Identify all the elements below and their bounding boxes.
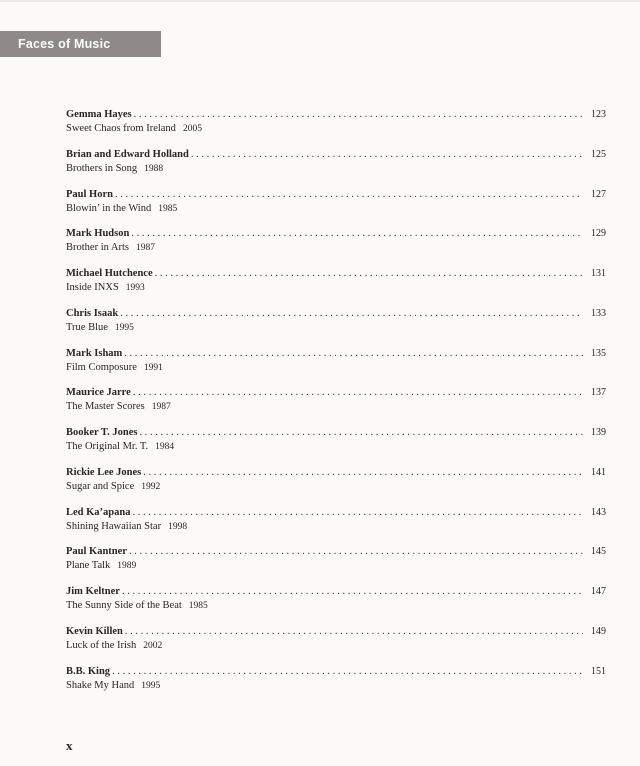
toc-entry-subtitle <box>66 559 606 573</box>
artist-name: Led Ka’apana <box>66 506 131 518</box>
dot-leader <box>122 585 583 599</box>
page-number: 139 <box>591 427 606 438</box>
artist-name: Gemma Hayes <box>66 109 132 120</box>
artist-name: Kevin Killen <box>66 625 123 637</box>
toc-entry-heading <box>66 347 606 361</box>
dot-leader <box>125 625 583 639</box>
article-title: The Sunny Side of the Beat <box>66 600 182 611</box>
toc-entry-heading <box>66 466 606 480</box>
toc-entry-subtitle <box>66 202 606 216</box>
article-year: 1985 <box>158 203 178 214</box>
dot-leader <box>129 545 583 559</box>
dot-leader <box>143 466 583 480</box>
artist-name: B.B. King <box>66 665 111 677</box>
toc-entry[interactable] <box>66 545 606 585</box>
page-number: 141 <box>591 466 606 478</box>
toc-entry[interactable] <box>66 625 606 665</box>
toc-entry-subtitle <box>66 599 606 613</box>
page-number: 135 <box>591 347 606 359</box>
dot-leader <box>139 426 583 440</box>
article-title: The Original Mr. T. <box>66 441 149 452</box>
artist-name: Rickie Lee Jones <box>66 466 142 478</box>
article-year: 1992 <box>141 481 161 492</box>
article-year: 1991 <box>143 362 163 373</box>
page-number: 125 <box>591 148 606 160</box>
page-number: 145 <box>591 546 606 558</box>
toc-entry-subtitle <box>66 400 606 414</box>
toc-entry-heading <box>66 426 606 440</box>
article-year: 1985 <box>188 601 208 611</box>
toc-entry-subtitle <box>66 122 606 136</box>
artist-name: Paul Horn <box>66 188 113 200</box>
article-title: Plane Talk <box>66 560 111 572</box>
toc-entry-heading <box>66 227 606 241</box>
toc-entry[interactable] <box>66 506 606 546</box>
page-number: 151 <box>591 665 606 677</box>
toc-entry[interactable] <box>66 108 606 148</box>
article-title: Blowin’ in the Wind <box>66 202 152 214</box>
top-rule <box>0 0 640 2</box>
dot-leader <box>120 307 583 321</box>
dot-leader <box>155 267 583 281</box>
article-year: 1993 <box>125 283 145 293</box>
toc-entry-subtitle <box>66 679 606 693</box>
toc-entry-subtitle <box>66 321 606 335</box>
toc-entry-subtitle <box>66 520 606 534</box>
page-number: 131 <box>591 268 606 279</box>
page-number: 149 <box>591 625 606 637</box>
dot-leader <box>191 148 583 162</box>
dot-leader <box>134 108 583 122</box>
page-number: 133 <box>591 307 606 319</box>
section-header-tab <box>0 31 161 57</box>
artist-name: Chris Isaak <box>66 307 119 319</box>
table-of-contents <box>66 108 606 704</box>
article-year: 1987 <box>136 243 155 254</box>
page-number: 123 <box>591 109 606 120</box>
toc-entry[interactable] <box>66 426 606 466</box>
toc-entry-subtitle <box>66 639 606 653</box>
artist-name: Mark Isham <box>66 347 123 359</box>
toc-entry-heading <box>66 506 606 520</box>
article-year: 1987 <box>151 402 171 413</box>
toc-entry-subtitle <box>66 241 606 255</box>
artist-name: Jim Keltner <box>66 586 120 597</box>
toc-entry[interactable] <box>66 188 606 228</box>
dot-leader <box>124 347 583 361</box>
dot-leader <box>132 506 583 520</box>
article-title: Sweet Chaos from Ireland <box>66 123 176 134</box>
dot-leader <box>115 188 583 202</box>
toc-entry-heading <box>66 585 606 599</box>
article-title: Shining Hawaiian Star <box>66 520 162 532</box>
artist-name: Mark Hudson <box>66 228 130 240</box>
page-number: 143 <box>591 506 606 518</box>
toc-entry[interactable] <box>66 148 606 188</box>
toc-entry[interactable] <box>66 585 606 625</box>
article-title: Brother in Arts <box>66 242 129 254</box>
article-title: Film Composure <box>66 361 137 373</box>
article-year: 1988 <box>144 163 164 174</box>
article-year: 1989 <box>117 561 137 572</box>
article-title: Luck of the Irish <box>66 639 137 651</box>
article-year: 1995 <box>114 322 134 333</box>
toc-entry-heading <box>66 545 606 559</box>
article-title: Brothers in Song <box>66 162 138 174</box>
toc-entry-heading <box>66 108 606 122</box>
article-year: 1995 <box>141 680 161 691</box>
page-number: 127 <box>591 188 606 200</box>
article-year: 2005 <box>182 124 202 134</box>
page-number: 129 <box>591 228 606 240</box>
toc-entry-heading <box>66 307 606 321</box>
toc-entry-heading <box>66 188 606 202</box>
toc-entry-subtitle <box>66 480 606 494</box>
toc-entry[interactable] <box>66 665 606 705</box>
toc-entry[interactable] <box>66 466 606 506</box>
toc-entry-heading <box>66 386 606 400</box>
toc-entry[interactable] <box>66 347 606 387</box>
toc-entry[interactable] <box>66 227 606 267</box>
artist-name: Booker T. Jones <box>66 427 138 438</box>
dot-leader <box>133 386 583 400</box>
article-year: 1984 <box>155 442 175 452</box>
toc-entry[interactable] <box>66 307 606 347</box>
toc-entry-heading <box>66 267 606 281</box>
toc-entry[interactable] <box>66 267 606 307</box>
artist-name: Michael Hutchence <box>66 268 153 279</box>
artist-name: Maurice Jarre <box>66 387 131 399</box>
article-year: 2002 <box>143 640 163 651</box>
toc-entry-subtitle <box>66 281 606 295</box>
toc-entry-heading <box>66 665 606 679</box>
toc-entry[interactable] <box>66 386 606 426</box>
toc-entry-heading <box>66 148 606 162</box>
article-title: Sugar and Spice <box>66 480 135 492</box>
toc-entry-subtitle <box>66 440 606 454</box>
dot-leader <box>131 227 583 241</box>
page-number: 147 <box>591 586 606 597</box>
artist-name: Paul Kantner <box>66 546 127 558</box>
article-year: 1998 <box>168 521 188 532</box>
section-title: Faces of Music <box>18 37 111 51</box>
page-number: 137 <box>591 387 606 399</box>
page-folio: x <box>66 738 73 753</box>
article-title: The Master Scores <box>66 401 145 413</box>
dot-leader <box>112 665 583 679</box>
article-title: Shake My Hand <box>66 679 135 691</box>
artist-name: Brian and Edward Holland <box>66 148 189 160</box>
article-title: True Blue <box>66 321 108 333</box>
article-title: Inside INXS <box>66 282 119 293</box>
toc-entry-heading <box>66 625 606 639</box>
toc-entry-subtitle <box>66 361 606 375</box>
toc-entry-subtitle <box>66 162 606 176</box>
